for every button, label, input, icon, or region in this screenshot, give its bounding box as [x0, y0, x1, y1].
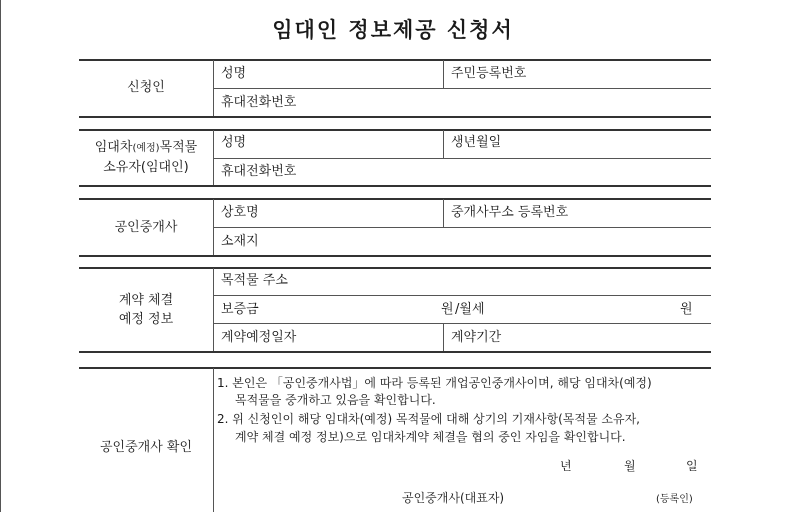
- section-owner-bottom-border: [79, 185, 711, 187]
- owner-label-b: 목적물: [159, 140, 198, 155]
- confirmation-label: 공인중개사 확인: [99, 440, 193, 455]
- section-applicant-bottom-border: [79, 116, 711, 118]
- confirmation-divider: [213, 368, 214, 512]
- confirmation-day-label: 일: [686, 459, 698, 473]
- confirmation-line-1: 1. 본인은 「공인중개사법」에 따라 등록된 개업공인중개사이며, 해당 임대차(예정): [217, 376, 652, 390]
- broker-row-line: [213, 227, 711, 228]
- contract-split: [443, 324, 444, 352]
- section-confirmation-top-border: [79, 367, 711, 369]
- applicant-row-line: [213, 88, 711, 89]
- confirmation-signer-label: 공인중개사(대표자): [402, 491, 505, 505]
- contract-expected-date-field[interactable]: 계약예정일자: [221, 330, 297, 345]
- section-owner-top-border: [79, 129, 711, 131]
- page-title: 임대인 정보제공 신청서: [272, 18, 514, 42]
- broker-label: 공인중개사: [114, 220, 178, 235]
- owner-label: [79, 138, 213, 177]
- owner-split: [443, 130, 444, 158]
- confirmation-year-label: 년: [560, 459, 572, 473]
- section-applicant-top-border: [79, 59, 711, 61]
- contract-label-line1: 계약 체결: [118, 293, 174, 308]
- contract-row-line-1: [213, 295, 711, 296]
- contract-deposit-unit: 원: [441, 302, 454, 317]
- contract-row-line-2: [213, 323, 711, 324]
- contract-monthly-field[interactable]: /월세: [455, 302, 485, 317]
- owner-label-a: 임대차: [94, 140, 133, 155]
- contract-label-line2: 예정 정보: [118, 312, 174, 327]
- owner-label-line2: 소유자(임대인): [103, 160, 189, 175]
- owner-birth-field[interactable]: 생년월일: [451, 135, 502, 150]
- confirmation-line-4: 계약 체결 예정 정보)으로 임대차계약 체결을 협의 중인 자임을 확인합니다.: [235, 430, 626, 444]
- applicant-phone-field[interactable]: 휴대전화번호: [221, 95, 297, 110]
- confirmation-month-label: 월: [624, 459, 636, 473]
- section-contract-top-border: [79, 267, 711, 269]
- page-left-border: [0, 0, 1, 512]
- broker-trade-name-field[interactable]: 상호명: [221, 205, 259, 220]
- confirmation-line-2: 목적물을 중개하고 있음을 확인합니다.: [235, 393, 436, 407]
- broker-office-reg-field[interactable]: 중개사무소 등록번호: [451, 205, 569, 220]
- broker-split: [443, 199, 444, 227]
- confirmation-line-3: 2. 위 신청인이 해당 임대차(예정) 목적물에 대해 상기의 기재사항(목적물 소유자,: [217, 412, 640, 426]
- applicant-label: 신청인: [127, 80, 165, 95]
- section-broker-top-border: [79, 198, 711, 200]
- owner-phone-field[interactable]: 휴대전화번호: [221, 164, 297, 179]
- owner-name-field[interactable]: 성명: [221, 135, 247, 150]
- owner-label-small: (예정): [132, 143, 160, 154]
- owner-row-line: [213, 158, 711, 159]
- confirmation-seal-label: (등록인): [656, 494, 693, 505]
- applicant-split: [443, 60, 444, 88]
- contract-label: [79, 291, 213, 329]
- applicant-resident-no-field[interactable]: 주민등록번호: [451, 66, 527, 81]
- contract-property-address-field[interactable]: 목적물 주소: [221, 273, 288, 288]
- broker-address-field[interactable]: 소재지: [221, 234, 259, 249]
- section-broker-bottom-border: [79, 255, 711, 257]
- contract-divider: [213, 268, 214, 352]
- contract-monthly-unit: 원: [680, 302, 693, 317]
- contract-period-field[interactable]: 계약기간: [451, 330, 502, 345]
- applicant-name-field[interactable]: 성명: [221, 66, 247, 81]
- section-contract-bottom-border: [79, 351, 711, 353]
- contract-deposit-field[interactable]: 보증금: [221, 302, 259, 317]
